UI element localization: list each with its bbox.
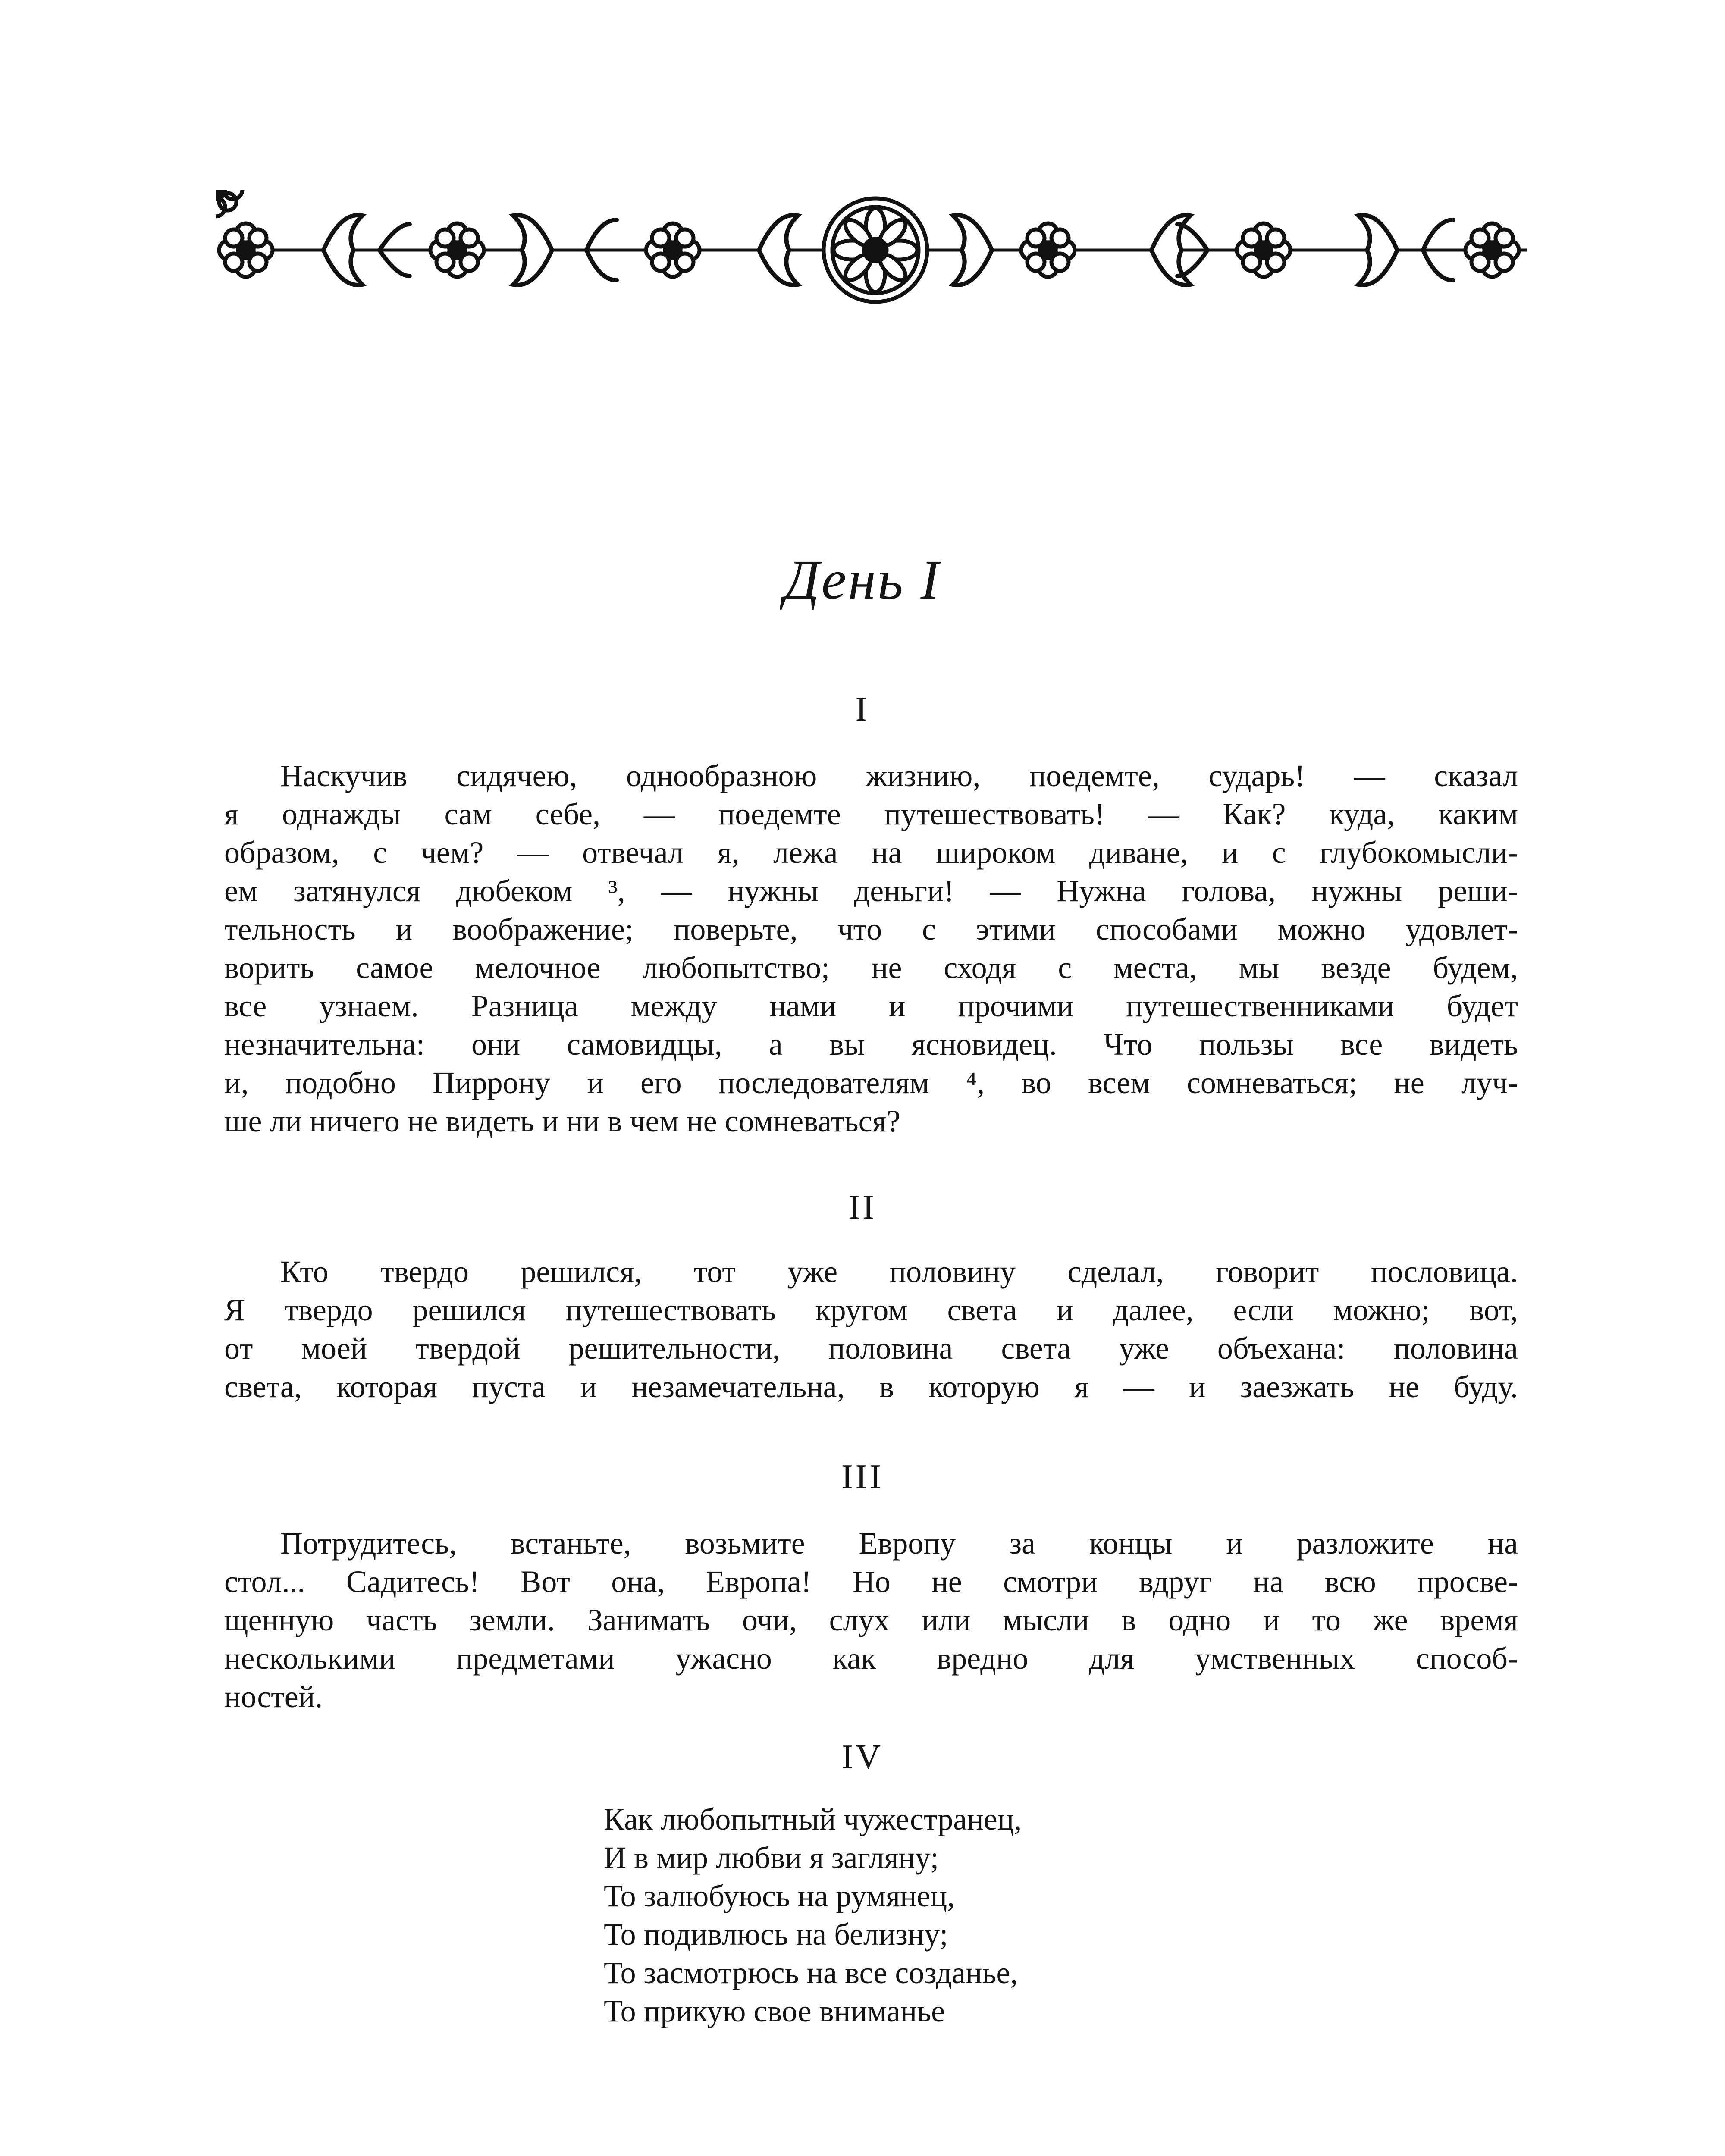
verse-line: Как любопытный чужестранец, — [604, 1802, 1022, 1836]
text-line: образом, с чем? — отвечал я, лежа на широком диване, и с глубокомысли- — [224, 835, 1518, 870]
text-line: тельность и воображение; поверьте, что с этими способами можно удовлет- — [224, 912, 1518, 946]
verse-line: То подивлюсь на белизну; — [604, 1917, 948, 1952]
text-line: Я твердо решился путешествовать кругом света и далее, если можно; вот, — [224, 1293, 1518, 1327]
section-numeral: III — [841, 1458, 884, 1496]
text-line: света, которая пуста и незамечательна, в которую я — и заезжать не буду. — [224, 1369, 1518, 1404]
text-line: несколькими предметами ужасно как вредно для умственных способ- — [224, 1641, 1518, 1676]
text-line: и, подобно Пиррону и его последователям ⁴, во всем сомневаться; не луч- — [224, 1065, 1518, 1100]
section-numeral: I — [855, 690, 870, 728]
text-line: от моей твердой решительности, половина света уже объехана: половина — [224, 1331, 1518, 1366]
verse-line: И в мир любви я загляну; — [604, 1840, 939, 1875]
floral-ornament-icon — [216, 190, 1535, 310]
text-line: ворить самое мелочное любопытство; не сходя с места, мы везде будем, — [224, 950, 1518, 985]
text-line: стол... Садитесь! Вот она, Европа! Но не смотри вдруг на всю просве- — [224, 1564, 1518, 1599]
text-line: ше ли ничего не видеть и ни в чем не сомневаться? — [224, 1104, 900, 1138]
section-paragraph — [224, 1253, 1518, 1406]
text-line: незначительна: они самовидцы, а вы ясновидец. Что пользы все видеть — [224, 1027, 1518, 1062]
section-paragraph — [224, 757, 1518, 1141]
text-line: ем затянулся дюбеком ³, — нужны деньги! — Нужна голова, нужны реши- — [224, 874, 1518, 908]
text-line: Наскучив сидячею, однообразною жизнию, поедемте, сударь! — сказал — [280, 758, 1518, 793]
text-line: Кто твердо решился, тот уже половину сделал, говорит пословица. — [280, 1254, 1518, 1289]
verse-line: То прикую свое вниманье — [604, 1994, 945, 2028]
text-line: все узнаем. Разница между нами и прочими путешественниками будет — [224, 989, 1518, 1023]
verse-line: То засмотрюсь на все созданье, — [604, 1955, 1018, 1990]
text-line: щенную часть земли. Занимать очи, слух или мысли в одно и то же время — [224, 1603, 1518, 1637]
verse-block — [604, 1800, 1294, 2031]
text-line: ностей. — [224, 1680, 323, 1714]
chapter-title: День I — [784, 549, 941, 611]
verse-line: То залюбуюсь на румянец, — [604, 1879, 955, 1913]
text-line: Потрудитесь, встаньте, возьмите Европу за концы и разложите на — [280, 1526, 1518, 1561]
section-numeral: IV — [841, 1738, 884, 1776]
text-line: я однажды сам себе, — поедемте путешествовать! — Как? куда, каким — [224, 797, 1518, 831]
section-paragraph — [224, 1524, 1518, 1716]
section-numeral: II — [848, 1188, 877, 1226]
